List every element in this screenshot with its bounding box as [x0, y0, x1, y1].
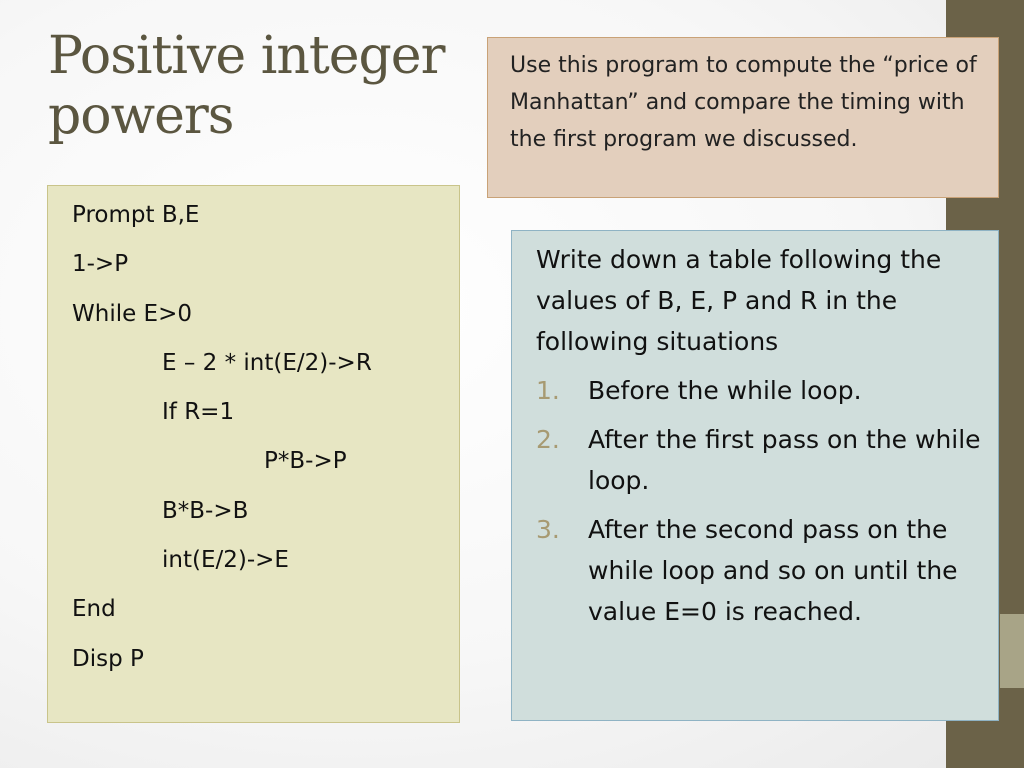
- code-line: P*B->P: [264, 448, 347, 475]
- list-text: Before the while loop.: [588, 376, 862, 405]
- code-line: Prompt B,E: [72, 202, 200, 228]
- list-item: [536, 370, 984, 411]
- code-box: [47, 185, 460, 723]
- list-number: 2.: [536, 425, 560, 454]
- side-accent-block: [1000, 614, 1024, 688]
- list-item: [536, 419, 984, 501]
- code-line: Disp P: [72, 645, 144, 672]
- task-intro: Write down a table following the values of B, E, P and R in the following situations: [536, 245, 942, 356]
- note-box: [487, 37, 999, 198]
- list-number: 3.: [536, 515, 560, 544]
- note-text: Use this program to compute the “price of Manhattan” and compare the timing with the first program we discussed.: [510, 53, 977, 152]
- code-line: E – 2 * int(E/2)->R: [162, 349, 372, 376]
- code-line: If R=1: [162, 399, 235, 426]
- list-number: 1.: [536, 376, 560, 405]
- list-item: [536, 509, 984, 632]
- code-line: B*B->B: [162, 497, 249, 524]
- task-list: [536, 370, 984, 632]
- list-text: After the second pass on the while loop and so on until the value E=0 is reached.: [588, 515, 958, 626]
- slide-title: Positive integer powers: [48, 26, 445, 146]
- list-text: After the first pass on the while loop.: [588, 425, 981, 495]
- code-line: End: [72, 596, 116, 623]
- task-box: [511, 230, 999, 721]
- code-line: 1->P: [72, 251, 129, 278]
- code-line: int(E/2)->E: [162, 547, 289, 574]
- code-line: While E>0: [72, 300, 192, 327]
